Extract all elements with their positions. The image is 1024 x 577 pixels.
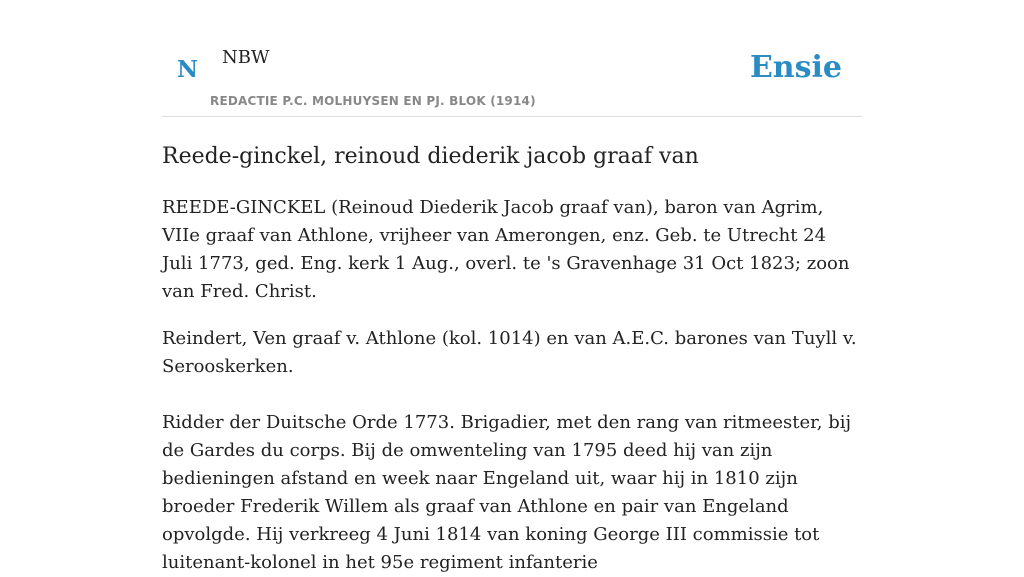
- article-paragraph: Ridder der Duitsche Orde 1773. Brigadier, met den rang van ritmeester, bij de Gardes du corps. Bij de omwenteling van 1795 deed hij van zijn bedieningen afstand en week naar Engeland uit, waar hij in 1810 zijn broeder Frederik Willem als graaf van Athlone en pair van Engeland opvolgde. Hij verkreeg 4 Juni 1814 van koning George III commissie tot luitenant-kolonel in het 95e regiment infanterie: [162, 412, 852, 573]
- article-page: [162, 0, 862, 577]
- brand-logo[interactable]: Ensie: [749, 50, 842, 85]
- source-logo[interactable]: N: [177, 56, 199, 83]
- source-subtitle: REDACTIE P.C. MOLHUYSEN EN PJ. BLOK (1914): [210, 94, 536, 108]
- article-paragraph: Reindert, Ven graaf v. Athlone (kol. 1014) en van A.E.C. barones van Tuyll v. Serooskerken.: [162, 328, 857, 377]
- source-name[interactable]: NBW: [222, 47, 270, 68]
- article-title: Reede-ginckel, reinoud diederik jacob graaf van: [162, 144, 699, 169]
- article-paragraph: REEDE-GINCKEL (Reinoud Diederik Jacob graaf van), baron van Agrim, VIIe graaf van Athlone, vrijheer van Amerongen, enz. Geb. te Utrecht 24 Juli 1773, ged. Eng. kerk 1 Aug., overl. te 's Gravenhage 31 Oct 1823; zoon van Fred. Christ.: [162, 197, 850, 302]
- header: [162, 0, 862, 117]
